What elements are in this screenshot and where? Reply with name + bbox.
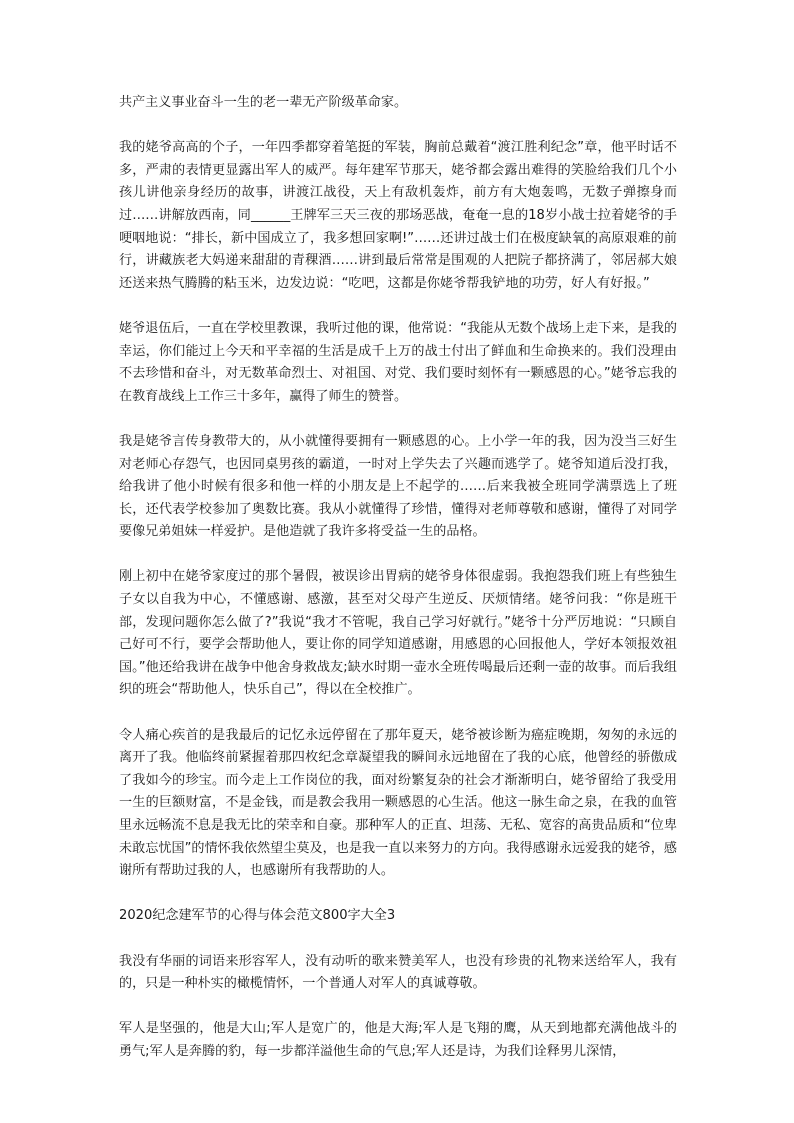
section-paragraph-1: 我没有华丽的词语来形容军人，没有动听的歌来赞美军人，也没有珍贵的礼物来送给军人，我有的，只是一种朴实的橄榄情怀，一个普通人对军人的真诚尊敬。	[119, 953, 677, 992]
section-heading: 2020纪念建军节的心得与体会范文800字大全3	[119, 908, 396, 924]
paragraph-2: 我的姥爷高高的个子，一年四季都穿着笔挺的军装，胸前总戴着“渡江胜利纪念”章，他平时话不多，严肃的表情更显露出军人的威严。每年建军节那天，姥爷都会露出难得的笑脸给我们几个小孩儿讲他亲身经历的故事，讲渡江战役，天上有敌机轰炸，前方有大炮轰鸣，无数子弹擦身而过……讲解放西南，同______王牌军三天三夜的那场恶战，奄奄一息的18岁小战士拉着姥爷的手哽咽地说：“排长，新中国成立了，我多想回家啊!”……还讲过战士们在极度缺氧的高原艰难的前行，讲藏族老大妈递来甜甜的青稞酒……讲到最后常常是围观的人把院子都挤满了，邻居郝大娘还送来热气腾腾的粘玉米，边发边说：“吃吧，这都是你姥爷帮我铲地的功劳，好人有好报。”	[119, 140, 677, 291]
paragraph-5: 刚上初中在姥爷家度过的那个暑假，被误诊出胃病的姥爷身体很虚弱。我抱怨我们班上有些独生子女以自我为中心，不懂感谢、感激，甚至对父母产生逆反、厌烦情绪。姥爷问我：“你是班干部，发现问题你怎么做了?”我说“我才不管呢，我自己学习好就行。”姥爷十分严厉地说：“只顾自己好可不行，要学会帮助他人，要让你的同学知道感谢，用感恩的心回报他人，学好本领报效祖国。”他还给我讲在战争中他舍身救战友;缺水时期一壶水全班传喝最后还剩一壶的故事。而后我组织的班会“帮助他人，快乐自己”，得以在全校推广。	[119, 569, 677, 698]
paragraph-1: 共产主义事业奋斗一生的老一辈无产阶级革命家。	[119, 95, 408, 110]
paragraph-3: 姥爷退伍后，一直在学校里教课，我听过他的课，他常说：“我能从无数个战场上走下来，是我的幸运，你们能过上今天和平幸福的生活是成千上万的战士付出了鲜血和生命换来的。我们没理由不去珍惜和奋斗，对无数革命烈士、对祖国、对党、我们要时刻怀有一颗感恩的心。”姥爷忘我的在教育战线上工作三十多年，赢得了师生的赞誉。	[119, 320, 677, 404]
document-body	[119, 92, 677, 1086]
section-paragraph-2: 军人是坚强的，他是大山;军人是宽广的，他是大海;军人是飞翔的鹰，从天到地都充满他战斗的勇气;军人是奔腾的豹，每一步都洋溢他生命的气息;军人还是诗，为我们诠释男儿深情，	[119, 1021, 677, 1059]
paragraph-6: 令人痛心疾首的是我最后的记忆永远停留在了那年夏天，姥爷被诊断为癌症晚期，匆匆的永远的离开了我。他临终前紧握着那四枚纪念章凝望我的瞬间永远地留在了我的心底，他曾经的骄傲成了我如今的珍宝。而今走上工作岗位的我，面对纷繁复杂的社会才渐渐明白，姥爷留给了我受用一生的巨额财富，不是金钱，而是教会我用一颗感恩的心生活。他这一脉生命之泉，在我的血管里永远畅流不息是我无比的荣幸和自豪。那种军人的正直、坦荡、无私、宽容的高贵品质和“位卑未敢忘忧国”的情怀我依然望尘莫及，也是我一直以来努力的方向。我得感谢永远爱我的姥爷，感谢所有帮助过我的人，也感谢所有我帮助的人。	[119, 727, 677, 879]
paragraph-4: 我是姥爷言传身教带大的，从小就懂得要拥有一颗感恩的心。上小学一年的我，因为没当三好生对老师心存怨气，也因同桌男孩的霸道，一时对上学失去了兴趣而逃学了。姥爷知道后没打我，给我讲了他小时候有很多和他一样的小朋友是上不起学的……后来我被全班同学满票选上了班长，还代表学校参加了奥数比赛。我从小就懂得了珍惜，懂得对老师尊敬和感谢，懂得了对同学要像兄弟姐妹一样爱护。是他造就了我许多将受益一生的品格。	[119, 433, 677, 540]
